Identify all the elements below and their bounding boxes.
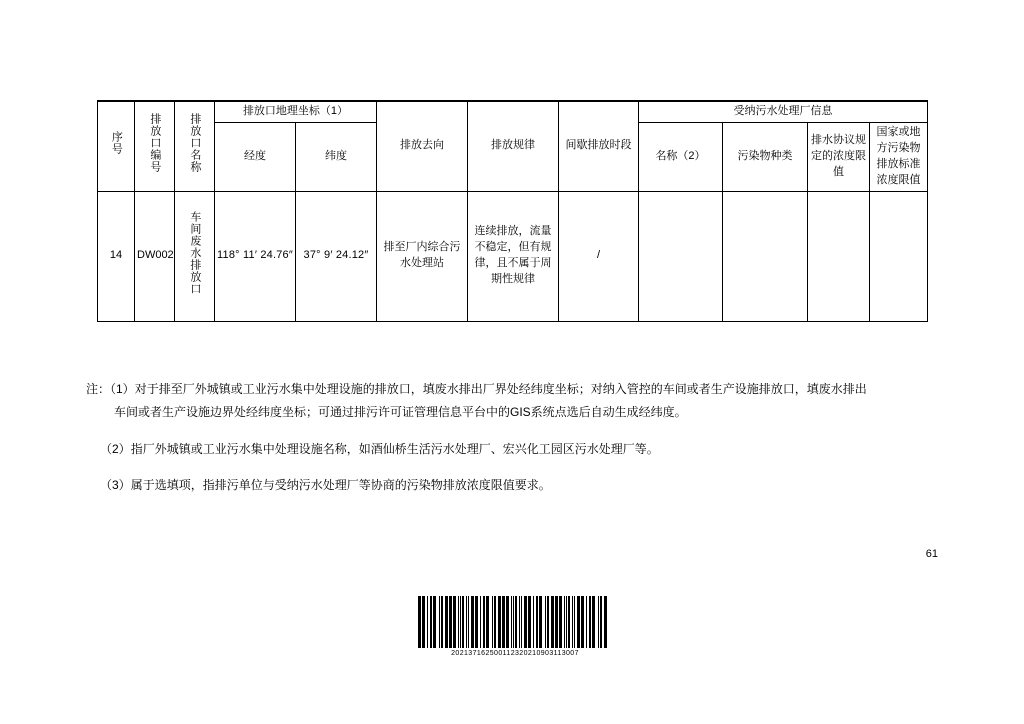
note-1-text: 对于排至厂外城镇或工业污水集中处理设施的排放口，填废水排出厂界处经纬度坐标；对纳入管控的车间或者生产设施排放口，填废水排出 (134, 382, 867, 396)
note-2-text: 指厂外城镇或工业污水集中处理设施名称，如酒仙桥生活污水处理厂、宏兴化工园区污水处理厂等。 (130, 441, 659, 456)
cell-pollutant-type (723, 191, 808, 321)
header-coordinates-label: 排放口地理坐标（1） (242, 105, 349, 117)
page-number: 61 (925, 548, 938, 560)
header-plant-name-label: 名称（2） (655, 149, 706, 162)
barcode-image (418, 596, 608, 648)
emission-outlet-table-container (97, 100, 927, 322)
header-index-label: 序号 (110, 131, 123, 156)
header-cell-receiving-plant-group (639, 101, 928, 122)
cell-pattern: 连续排放，流量不稳定，但有规律，且不属于周期性规律 (468, 191, 559, 321)
header-cell-national-limit (870, 122, 928, 191)
header-national-limit-label: 国家或地方污染物排放标准浓度限值 (876, 125, 921, 186)
table-notes (86, 378, 936, 511)
cell-national-limit (870, 191, 928, 321)
cell-latitude: 37° 9′ 24.12″ (296, 191, 377, 321)
table-header-row-1 (98, 101, 928, 122)
header-cell-coordinates-group (215, 101, 377, 122)
note-1-text-continued: 车间或者生产设施边界处经纬度坐标；可通过排污许可证管理信息平台中的GIS系统点选后自动生成经纬度。 (114, 404, 687, 419)
cell-plant-name (639, 191, 723, 321)
barcode-value: 202137162500112320210903113007 (451, 650, 579, 657)
note-item-1 (86, 378, 936, 424)
cell-intermittent: / (559, 191, 639, 321)
note-item-3 (86, 474, 936, 497)
header-direction-label: 排放去向 (400, 139, 444, 152)
cell-direction: 排至厂内综合污水处理站 (377, 191, 468, 321)
header-pattern-label: 排放规律 (491, 139, 535, 152)
note-3-text: 属于选填项，指排污单位与受纳污水处理厂等协商的污染物排放浓度限值要求。 (130, 478, 551, 493)
note-2-label: （2） (100, 441, 131, 456)
header-outlet-code-label: 排放口编号 (148, 113, 161, 174)
header-cell-outlet-code (135, 101, 175, 191)
cell-agreed-limit (808, 191, 870, 321)
note-1-label: 注：（1） (86, 382, 135, 396)
header-cell-intermittent (559, 101, 639, 191)
cell-longitude: 118° 11′ 24.76″ (215, 191, 296, 321)
header-latitude-label: 纬度 (325, 149, 347, 162)
table-row (98, 191, 928, 321)
header-pollutant-type-label: 污染物种类 (737, 149, 793, 162)
header-outlet-name-label: 排放口名称 (188, 113, 201, 174)
header-cell-plant-name (639, 122, 723, 191)
cell-outlet-name (175, 191, 215, 321)
cell-outlet-code: DW002 (135, 191, 175, 321)
header-receiving-plant-label: 受纳污水处理厂信息 (733, 105, 833, 117)
cell-index: 14 (98, 191, 135, 321)
header-cell-direction (377, 101, 468, 191)
cell-outlet-name-text: 车间废水排放口 (188, 211, 201, 296)
header-cell-outlet-name (175, 101, 215, 191)
header-cell-pattern (468, 101, 559, 191)
emission-outlet-table (97, 100, 928, 322)
header-cell-pollutant-type (723, 122, 808, 191)
header-intermittent-label: 间歇排放时段 (565, 139, 632, 152)
header-cell-longitude (215, 122, 296, 191)
note-item-2 (86, 438, 936, 461)
header-cell-index (98, 101, 135, 191)
header-cell-agreed-limit (808, 122, 870, 191)
header-longitude-label: 经度 (244, 149, 266, 162)
header-cell-latitude (296, 122, 377, 191)
header-agreed-limit-label: 排水协议规定的浓度限值 (811, 133, 866, 178)
note-3-label: （3） (100, 478, 131, 493)
barcode-area (418, 596, 612, 657)
